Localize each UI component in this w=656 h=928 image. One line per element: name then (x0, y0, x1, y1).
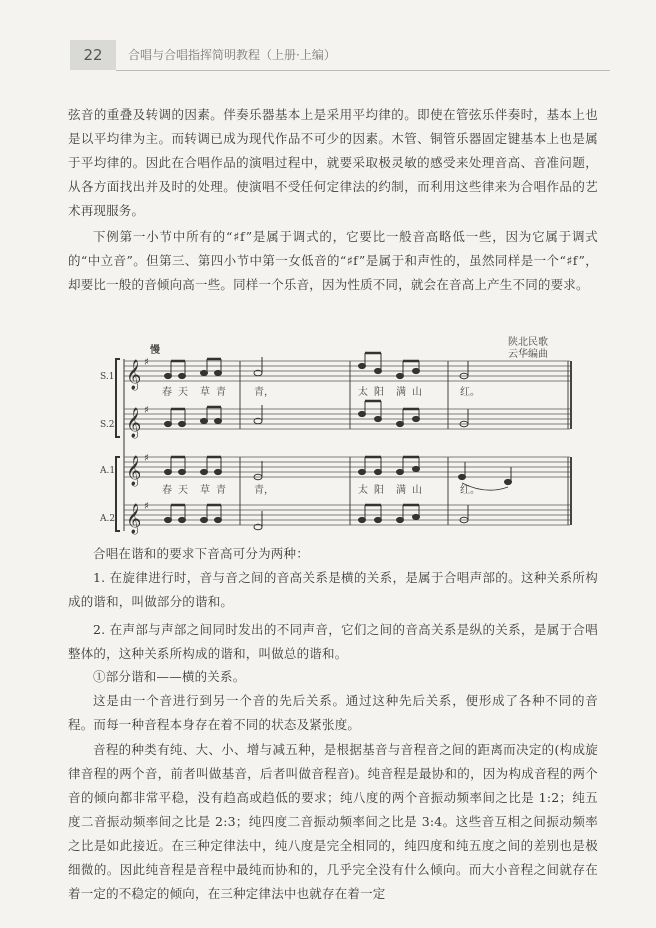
clef-s1: 𝄞 (126, 360, 142, 390)
svg-text:阳: 阳 (374, 485, 384, 496)
paragraph-8: 音程的种类有纯、大、小、增与减五种，是根据基音与音程音之间的距离而决定的(构成旋律音程的两个音，前者叫做基音，后者叫做音程音)。纯音程是最协和的，因为构成音程的两个音的倾向都非常平稳，没有趋高或趋低的要求；纯八度的两个音振动频率间之比是 1:2；纯五度二音振动频率间之比是 2:3；纯四度二音振动频率间之比是 3:4。这些音互相之间振动频率之比是如此接近。在三种定律法中，纯八度是完全相同的，纯四度和纯五度之间的差别也是极细微的。因此纯音程是音程中最纯而协和的，几乎完全没有什么倾向。而大小音程之间就存在着一定的不稳定的倾向，在三种定律法中也就存在着一定 (68, 742, 598, 901)
svg-text:青: 青 (216, 387, 226, 398)
part-label-s1: S.1 (100, 372, 115, 382)
paragraph-3: 合唱在谐和的要求下音高可分为两种： (93, 546, 309, 561)
bracket-soprano (116, 359, 120, 437)
score-svg (100, 335, 600, 545)
svg-text:青: 青 (216, 485, 226, 496)
svg-text:天: 天 (178, 387, 188, 398)
paragraph-4: 1. 在旋律进行时，音与音之间的音高关系是横的关系，是属于合唱声部的。这种关系所构成的谐和，叫做部分的谐和。 (68, 570, 598, 609)
part-label-s2: S.2 (100, 420, 115, 430)
clef-a2: 𝄞 (126, 504, 142, 534)
paragraph-2: 下例第一小节中所有的“♯f”是属于调式的，它要比一般音高略低一些，因为它属于调式的“中立音”。但第三、第四小节中第一女低音的“♯f”是属于和声性的，虽然同样是一个“♯f”，却要比一般的音倾向高一些。同样一个乐音，因为性质不同，就会在音高上产生不同的要求。 (68, 229, 598, 292)
svg-text:太: 太 (358, 485, 368, 496)
tempo-marking: 慢 (150, 345, 160, 356)
svg-text:满: 满 (396, 387, 406, 398)
part-label-a2: A.2 (100, 514, 116, 524)
part-label-a1: A.1 (100, 466, 116, 476)
page-number: 22 (70, 40, 116, 70)
svg-text:红。: 红。 (460, 387, 480, 398)
svg-text:阳: 阳 (374, 387, 384, 398)
page-header (70, 40, 610, 74)
svg-text:♯: ♯ (144, 405, 149, 416)
svg-text:红。: 红。 (460, 485, 480, 496)
svg-text:青，: 青， (254, 485, 274, 496)
paragraph-7: 这是由一个音进行到另一个音的先后关系。通过这种先后关系，便形成了各种不同的音程。而每一种音程本身存在着不同的状态及紧张度。 (68, 693, 598, 732)
score-attribution-2: 云华编曲 (508, 349, 548, 360)
score-attribution-1: 陕北民歌 (508, 337, 548, 348)
svg-text:春: 春 (162, 387, 172, 398)
svg-text:草: 草 (200, 387, 210, 398)
svg-text:♯: ♯ (144, 357, 149, 368)
svg-text:♯: ♯ (144, 501, 149, 512)
header-rule (116, 70, 610, 71)
svg-text:太: 太 (358, 387, 368, 398)
svg-text:天: 天 (178, 485, 188, 496)
clef-s2: 𝄞 (126, 408, 142, 438)
clef-a1: 𝄞 (126, 456, 142, 486)
bracket-alto (116, 457, 120, 531)
svg-text:山: 山 (412, 485, 422, 496)
svg-text:草: 草 (200, 485, 210, 496)
paragraph-1: 弦音的重叠及转调的因素。伴奏乐器基本上是采用平均律的。即使在管弦乐伴奏时，基本上也是以平均律为主。而转调已成为现代作品不可少的因素。木管、铜管乐器固定键基本上也是属于平均律的。因此在合唱作品的演唱过程中，就要采取极灵敏的感受来处理音高、音准问题，从各方面找出并及时的处理。使演唱不受任何定律法的约制，而利用这些律来为合唱作品的艺术再现服务。 (68, 107, 598, 218)
paragraph-5: 2. 在声部与声部之间同时发出的不同声音，它们之间的音高关系是纵的关系，是属于合唱整体的，这种关系所构成的谐和，叫做总的谐和。 (68, 622, 598, 661)
staff-lines (124, 361, 570, 525)
lyrics-a1 (162, 483, 480, 496)
lyrics-s1 (162, 385, 480, 398)
svg-text:春: 春 (162, 485, 172, 496)
svg-text:♯: ♯ (144, 453, 149, 464)
music-score (100, 335, 600, 545)
svg-text:满: 满 (396, 485, 406, 496)
svg-text:青，: 青， (254, 387, 274, 398)
paragraph-6: ①部分谐和——横的关系。 (93, 669, 246, 684)
svg-text:山: 山 (412, 387, 422, 398)
running-title: 合唱与合唱指挥简明教程（上册·上编） (128, 48, 336, 62)
